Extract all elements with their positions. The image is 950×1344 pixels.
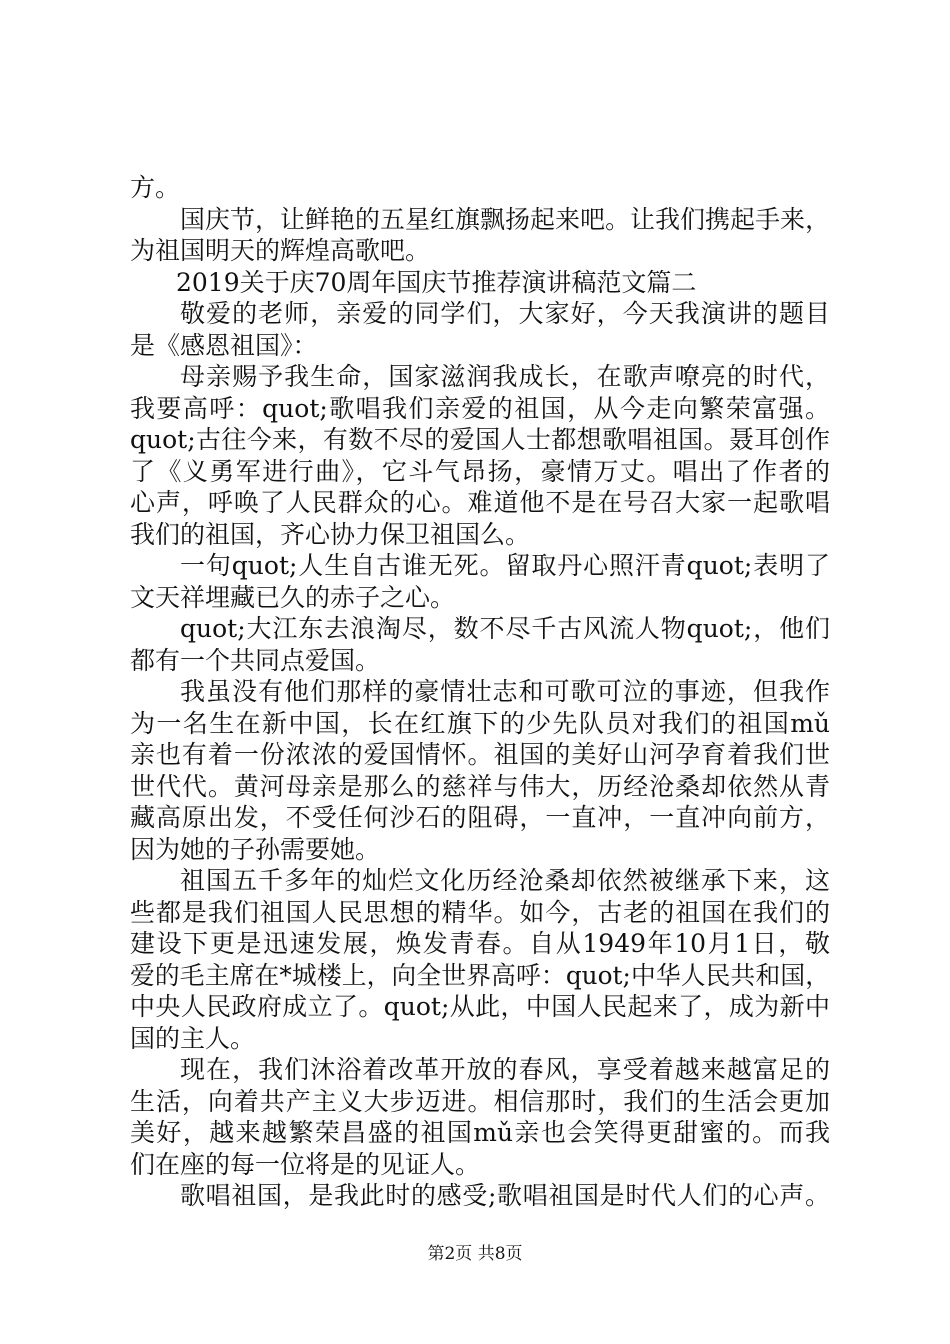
text-line: 心声，呼唤了人民群众的心。难道他不是在号召大家一起歌唱 bbox=[130, 488, 830, 517]
text-line: 歌唱祖国，是我此时的感受;歌唱祖国是时代人们的心声。 bbox=[180, 1181, 830, 1210]
text-line: 为一名生在新中国，长在红旗下的少先队员对我们的祖国mǔ bbox=[130, 708, 830, 738]
section-heading: 2019关于庆70周年国庆节推荐演讲稿范文篇二 bbox=[176, 267, 697, 297]
text-line: 中央人民政府成立了。quot;从此，中国人民起来了，成为新中 bbox=[130, 992, 830, 1021]
text-line: 美好，越来越繁荣昌盛的祖国mǔ亲也会笑得更甜蜜的。而我 bbox=[130, 1118, 830, 1147]
document-body bbox=[130, 172, 830, 1212]
text-line: 现在，我们沐浴着改革开放的春风，享受着越来越富足的 bbox=[180, 1055, 830, 1084]
text-line: 生活，向着共产主义大步迈进。相信那时，我们的生活会更加 bbox=[130, 1086, 830, 1116]
text-line: 因为她的子孙需要她。 bbox=[130, 834, 381, 864]
text-line: 建设下更是迅速发展，焕发青春。自从1949年10月1日，敬 bbox=[130, 929, 830, 958]
text-line: 国庆节，让鲜艳的五星红旗飘扬起来吧。让我们携起手来， bbox=[180, 204, 830, 234]
text-line: 方。 bbox=[130, 173, 181, 202]
text-line: 文天祥埋藏已久的赤子之心。 bbox=[130, 582, 456, 612]
text-line: 国的主人。 bbox=[130, 1023, 256, 1053]
text-line: 藏高原出发，不受任何沙石的阻碍，一直冲，一直冲向前方， bbox=[130, 803, 830, 832]
text-line: 了《义勇军进行曲》，它斗气昂扬，豪情万丈。唱出了作者的 bbox=[130, 456, 830, 486]
text-line: 亲也有着一份浓浓的爱国情怀。祖国的美好山河孕育着我们世 bbox=[130, 740, 830, 769]
text-line: 祖国五千多年的灿烂文化历经沧桑却依然被继承下来，这 bbox=[180, 866, 830, 895]
text-line: 爱的毛主席在*城楼上，向全世界高呼：quot;中华人民共和国， bbox=[130, 960, 830, 990]
text-line: 我要高呼：quot;歌唱我们亲爱的祖国，从今走向繁荣富强。 bbox=[130, 393, 830, 423]
text-line: 都有一个共同点爱国。 bbox=[130, 645, 381, 675]
text-line: 为祖国明天的辉煌高歌吧。 bbox=[130, 236, 431, 265]
text-line: 敬爱的老师，亲爱的同学们，大家好，今天我演讲的题目 bbox=[180, 299, 830, 328]
page-number-footer: 第2页 共8页 bbox=[427, 1244, 523, 1264]
text-line: quot;大江东去浪淘尽，数不尽千古风流人物quot;，他们 bbox=[180, 614, 830, 643]
text-line: 些都是我们祖国人民思想的精华。如今，古老的祖国在我们的 bbox=[130, 897, 830, 927]
text-line: quot;古往今来，有数不尽的爱国人士都想歌唱祖国。聂耳创作 bbox=[130, 425, 830, 454]
text-line: 世代代。黄河母亲是那么的慈祥与伟大，历经沧桑却依然从青 bbox=[130, 771, 830, 801]
text-line: 一句quot;人生自古谁无死。留取丹心照汗青quot;表明了 bbox=[180, 551, 830, 580]
text-line: 母亲赐予我生命，国家滋润我成长，在歌声嘹亮的时代， bbox=[180, 362, 830, 391]
text-line: 我虽没有他们那样的豪情壮志和可歌可泣的事迹，但我作 bbox=[180, 677, 830, 706]
text-line: 们在座的每一位将是的见证人。 bbox=[130, 1149, 481, 1179]
text-line: 是《感恩祖国》： bbox=[130, 330, 318, 360]
text-line: 我们的祖国，齐心协力保卫祖国么。 bbox=[130, 519, 531, 549]
